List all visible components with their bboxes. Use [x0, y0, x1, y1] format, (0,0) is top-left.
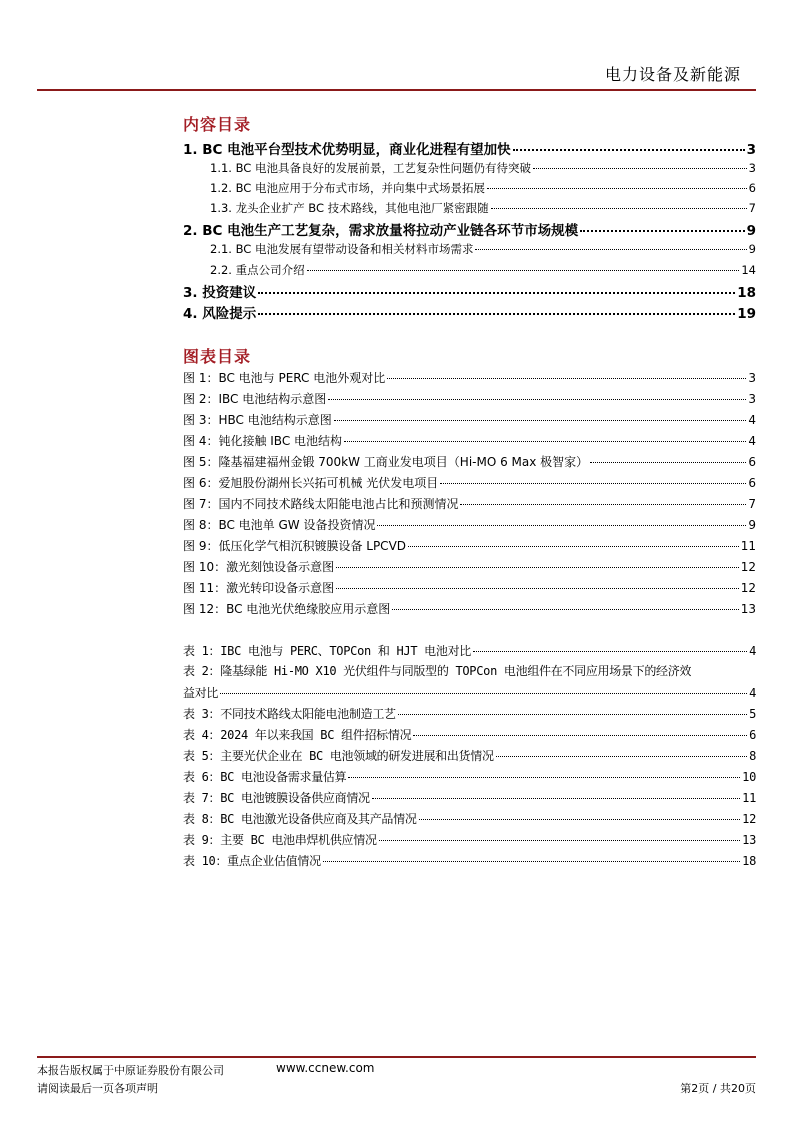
figure-entry[interactable]: [183, 579, 756, 596]
footer-website-link[interactable]: www.ccnew.com: [276, 1061, 375, 1075]
figure-entry-label: 图 2：IBC 电池结构示意图: [183, 392, 327, 406]
figure-entry-page: 13: [740, 602, 756, 616]
table-entry-page: 4: [749, 644, 756, 658]
dot-leader: [258, 281, 735, 294]
table-entry-page: 12: [742, 812, 756, 826]
dot-leader: [473, 642, 747, 652]
toc-entry[interactable]: [210, 200, 756, 216]
toc-entry-label: 1.2. BC 电池应用于分布式市场，并向集中式场景拓展: [210, 181, 485, 195]
footer-divider: [37, 1056, 756, 1058]
table-entry-label: 表 4：2024 年以来我国 BC 组件招标情况: [183, 728, 412, 742]
dot-leader: [344, 432, 746, 442]
figure-entry[interactable]: [183, 390, 756, 407]
table-entry-label: 表 1：IBC 电池与 PERC、TOPCon 和 HJT 电池对比: [183, 644, 471, 658]
figure-entry-label: 图 7：国内不同技术路线太阳能电池占比和预测情况: [183, 497, 459, 511]
toc-entry-label: 1. BC 电池平台型技术优势明显，商业化进程有望加快: [183, 142, 511, 158]
dot-leader: [475, 241, 746, 250]
dot-leader: [590, 453, 746, 463]
figure-entry[interactable]: [183, 369, 756, 386]
figure-entry[interactable]: [183, 537, 756, 554]
toc-entry-label: 3. 投资建议: [183, 285, 257, 301]
toc-title: 内容目录: [183, 115, 252, 134]
dot-leader: [408, 537, 739, 547]
figure-entry-label: 图 12：BC 电池光伏绝缘胶应用示意图: [183, 602, 391, 616]
dot-leader: [392, 600, 738, 610]
figure-entry-page: 9: [748, 518, 756, 532]
table-entry-label: 表 9：主要 BC 电池串焊机供应情况: [183, 833, 377, 847]
dot-leader: [220, 684, 747, 694]
figure-entry[interactable]: [183, 516, 756, 533]
toc-entry[interactable]: [183, 219, 756, 239]
table-entry-label: 表 6：BC 电池设备需求量估算: [183, 770, 347, 784]
dot-leader: [323, 852, 740, 862]
table-entry-page: 5: [749, 707, 756, 721]
figure-entry-label: 图 9：低压化学气相沉积镀膜设备 LPCVD: [183, 539, 407, 553]
figure-entry[interactable]: [183, 411, 756, 428]
figure-entry-label: 图 11：激光转印设备示意图: [183, 581, 335, 595]
dot-leader: [513, 138, 745, 151]
table-entry[interactable]: [183, 726, 756, 743]
table-entry[interactable]: [183, 810, 756, 827]
dot-leader: [487, 180, 747, 189]
toc-entry-label: 1.3. 龙头企业扩产 BC 技术路线，其他电池厂紧密跟随: [210, 201, 489, 215]
toc-entry-page: 9: [748, 242, 756, 256]
toc-entry[interactable]: [183, 302, 756, 322]
toc-entry-label: 2. BC 电池生产工艺复杂，需求放量将拉动产业链各环节市场规模: [183, 223, 579, 239]
toc-entry-page: 3: [748, 161, 756, 175]
figure-entry-page: 4: [748, 434, 756, 448]
table-entry[interactable]: [183, 684, 756, 701]
table-entry[interactable]: [183, 768, 756, 785]
table-entry-page: 8: [749, 749, 756, 763]
figure-entry-label: 图 8：BC 电池单 GW 设备投资情况: [183, 518, 376, 532]
dot-leader: [413, 726, 747, 736]
dot-leader: [387, 369, 746, 379]
toc-entry-page: 19: [737, 306, 756, 322]
table-entry-label: 表 7：BC 电池镀膜设备供应商情况: [183, 791, 370, 805]
footer-copyright: 本报告版权属于中原证券股份有限公司: [37, 1064, 224, 1077]
toc-entry-page: 6: [748, 181, 756, 195]
figure-entry[interactable]: [183, 453, 756, 470]
table-entry-label: 益对比: [183, 686, 219, 700]
figure-entry-page: 4: [748, 413, 756, 427]
table-entry[interactable]: [183, 789, 756, 806]
dot-leader: [580, 219, 744, 232]
dot-leader: [398, 705, 747, 715]
dot-leader: [460, 495, 746, 505]
toc-entry[interactable]: [210, 241, 756, 257]
figure-entry-label: 图 3：HBC 电池结构示意图: [183, 413, 332, 427]
table-entry-page: 13: [742, 833, 756, 847]
table-entry-label: 表 10：重点企业估值情况: [183, 854, 321, 868]
toc-entry[interactable]: [183, 281, 756, 301]
page-number: 第2页 / 共20页: [680, 1082, 756, 1095]
dot-leader: [379, 831, 740, 841]
figure-entry-page: 3: [748, 371, 756, 385]
dot-leader: [496, 747, 747, 757]
table-entry-page: 4: [749, 686, 756, 700]
toc-entry[interactable]: [210, 180, 756, 196]
dot-leader: [440, 474, 746, 484]
figure-entry-label: 图 10：激光刻蚀设备示意图: [183, 560, 335, 574]
table-entry-label: 表 5：主要光伏企业在 BC 电池领域的研发进展和出货情况: [183, 749, 494, 763]
toc-entry-page: 9: [746, 223, 756, 239]
table-entry-page: 10: [742, 770, 756, 784]
dot-leader: [334, 411, 747, 421]
dot-leader: [336, 558, 739, 568]
figure-entry-label: 图 6：爱旭股份湖州长兴拓可机械 光伏发电项目: [183, 476, 439, 490]
figure-entry-label: 图 4：钝化接触 IBC 电池结构: [183, 434, 343, 448]
figure-entry[interactable]: [183, 600, 756, 617]
table-entry[interactable]: [183, 747, 756, 764]
toc-entry-page: 3: [746, 142, 756, 158]
figure-entry-page: 6: [748, 476, 756, 490]
toc-entry-page: 18: [737, 285, 756, 301]
dot-leader: [258, 302, 735, 315]
figure-entry-page: 12: [740, 581, 756, 595]
figures-title: 图表目录: [183, 347, 252, 366]
dot-leader: [336, 579, 739, 589]
figure-entry-label: 图 5：隆基福建福州金锻 700kW 工商业发电项目（Hi-MO 6 Max 极智家）: [183, 455, 589, 469]
figure-entry-page: 11: [740, 539, 756, 553]
table-entry[interactable]: [183, 852, 756, 869]
toc-entry[interactable]: [210, 160, 756, 176]
dot-leader: [491, 200, 747, 209]
table-entry[interactable]: [183, 705, 756, 722]
table-entry-label: 表 3：不同技术路线太阳能电池制造工艺: [183, 707, 396, 721]
dot-leader: [372, 789, 740, 799]
figure-entry-page: 3: [748, 392, 756, 406]
figure-entry-page: 12: [740, 560, 756, 574]
toc-entry-page: 7: [748, 201, 756, 215]
dot-leader: [328, 390, 746, 400]
footer-disclaimer-notice: 请阅读最后一页各项声明: [37, 1082, 158, 1095]
header-divider: [37, 89, 756, 91]
table-entry-page: 6: [749, 728, 756, 742]
toc-entry-label: 2.2. 重点公司介绍: [210, 263, 305, 277]
toc-entry-label: 1.1. BC 电池具备良好的发展前景，工艺复杂性问题仍有待突破: [210, 161, 531, 175]
dot-leader: [419, 810, 741, 820]
figure-entry[interactable]: [183, 432, 756, 449]
table-entry-label-line1[interactable]: 表 2：隆基绿能 Hi-MO X10 光伏组件与同版型的 TOPCon 电池组件在不同应用场景下的经济效: [183, 664, 692, 678]
header-section-title: 电力设备及新能源: [604, 65, 741, 84]
figure-entry[interactable]: [183, 474, 756, 491]
dot-leader: [533, 160, 747, 169]
toc-entry[interactable]: [210, 262, 756, 278]
toc-entry-label: 2.1. BC 电池发展有望带动设备和相关材料市场需求: [210, 242, 474, 256]
dot-leader: [348, 768, 740, 778]
table-entry[interactable]: [183, 642, 756, 659]
table-entry[interactable]: [183, 831, 756, 848]
table-entry-label: 表 8：BC 电池激光设备供应商及其产品情况: [183, 812, 417, 826]
toc-entry-label: 4. 风险提示: [183, 306, 257, 322]
figure-entry[interactable]: [183, 495, 756, 512]
table-entry-page: 18: [742, 854, 756, 868]
figure-entry[interactable]: [183, 558, 756, 575]
figure-entry-label: 图 1：BC 电池与 PERC 电池外观对比: [183, 371, 386, 385]
toc-entry-page: 14: [741, 263, 756, 277]
dot-leader: [307, 262, 740, 271]
figure-entry-page: 6: [748, 455, 756, 469]
dot-leader: [377, 516, 746, 526]
figure-entry-page: 7: [748, 497, 756, 511]
table-entry-page: 11: [742, 791, 756, 805]
toc-entry[interactable]: [183, 138, 756, 158]
